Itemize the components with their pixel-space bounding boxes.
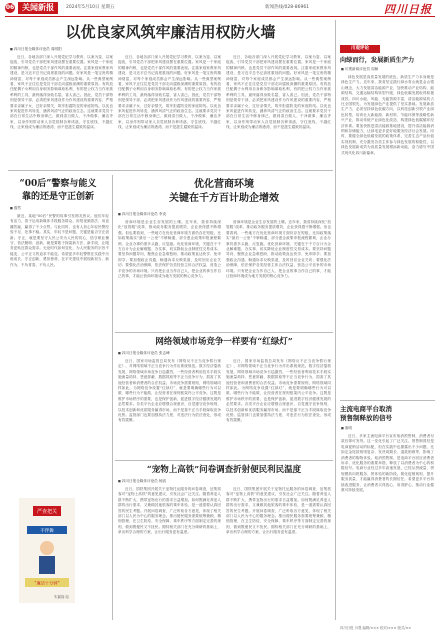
- cartoon-credit: 朱翼翔 绘: [53, 595, 69, 599]
- cartoon-caption-2: “廉洁十分钟”: [34, 580, 60, 586]
- cartoon-label: 不伴舞: [40, 529, 54, 534]
- lead-body-col3: 近日，各地各部门深入开展党纪学习教育，以案为鉴、以案促改，引导党员干部把家风建设摆在重要位置。家风是一个家庭的精神内核，也是党员干部作风的重要表现。注重家庭家教家风建设，是习近平总书记高度重视的问题。好家风是一笔宝贵的精神财富，对每个家庭成员都会产生深远影响。从一些典型案例看，家风不正往往是党员干部走向腐败深渊的重要原因。有的放任配偶子女利用自身职务影响谋取私利，有的把公权力当作家族牟利的工具，最终落得身败名裂、害人害己。因此，党员干部特别是领导干部，必须把家风建设作为作风建设的重要内容，严格要求亲属子女，过好亲情关，筑牢拒腐防变的家庭防线。以优良家风促进作风转变，涵养风清气正的政治生态。这就要求党员干部在日常生活中修身律己，做到清白做人、干净做事，廉洁齐家，以身作则带动家人自觉抵制各种诱惑，守住底线、不越红线，让家庭成为廉洁的港湾，而不是滋生腐败的温床。: [226, 55, 331, 130]
- article-00hou-headline-2: 靠的还是守正创新: [21, 192, 94, 202]
- article-business-body-col1: 营商环境是企业生存发展的土壤。近年来，我省持续深化“放管服”改革，推动政务服务提质增效，企业获得感不断增强。但也要看到，一些地方在优化营商环境方面仍存在短板，比如政策落实“最后一公里”不够畅通，部分惠企政策申报流程繁琐，企业办事仍需多头跑、反复跑。优化营商环境，关键在于千方百计为企业解难题、办实事，切实降低企业制度性交易成本。要坚持问题导向，聚焦企业急难愁盼，推动政策直达快享、免申即享；要加强政企沟通，畅通诉求反映渠道，及时回应企业关切；要强化法治保障，依法保护各类经营主体合法权益，营造公平竞争的市场环境。只有把企业当作自己人，把企业的事当作自己的事，才能让营商环境成为地方发展的核心竞争力。: [118, 220, 221, 279]
- hotline: 新闻热线/028-86961: [265, 5, 310, 10]
- lead-body-col1: 近日，各地各部门深入开展党纪学习教育，以案为鉴、以案促改，引导党员干部把家风建设摆在重要位置。家风是一个家庭的精神内核，也是党员干部作风的重要表现。注重家庭家教家风建设，是习近平总书记高度重视的问题。好家风是一笔宝贵的精神财富，对每个家庭成员都会产生深远影响。从一些典型案例看，家风不正往往是党员干部走向腐败深渊的重要原因。有的放任配偶子女利用自身职务影响谋取私利，有的把公权力当作家族牟利的工具，最终落得身败名裂、害人害己。因此，党员干部特别是领导干部，必须把家风建设作为作风建设的重要内容，严格要求亲属子女，过好亲情关，筑牢拒腐防变的家庭防线。以优良家风促进作风转变，涵养风清气正的政治生态。这就要求党员干部在日常生活中修身律己，做到清白做人、干净做事，廉洁齐家，以身作则带动家人自觉抵制各种诱惑，守住底线、不越红线，让家庭成为廉洁的港湾，而不是滋生腐败的温床。: [10, 55, 113, 130]
- section-divider: [340, 400, 435, 401]
- cartoon-caption-1: 严查把关: [36, 509, 58, 515]
- article-00hou-headline-1: “00后”警察与能义: [19, 179, 97, 189]
- article-business-headline-1: 优化营商环境: [194, 179, 254, 190]
- article-green-byline: ■ 川观新闻评论员 周畅: [341, 67, 378, 72]
- masthead: [0, 0, 440, 16]
- section-label: 关闻新报: [18, 2, 58, 14]
- article-00hou-byline: ■ 蔚然: [10, 206, 21, 211]
- section-divider: [8, 170, 333, 171]
- cartoon-illustration: [19, 498, 75, 603]
- date-line: 2024年5月10日 星期五: [66, 5, 115, 10]
- column-divider: [335, 20, 336, 620]
- article-ecommerce-body: 近日，多家主流电商平台宣布取消预售制，消费者付款后即可发货。这一变化引起了广泛关注。预售制曾经是电商促销活动的标配，但在实践中也暴露出不少问题，比如定金尾款规则复杂、发货周期长、退款困难等，影响了消费者的购物体验。取消预售制，是电商平台回应消费者诉求、优化服务的重要举措，释放了以消费者为中心的积极信号。电商行业经过多年高速发展，已经从拼流量、拼规模转向拼服务、拼体验的新阶段。简化促销规则、提升服务质量，才能赢得消费者的长期信任。希望更多平台持续改进服务，让消费者买得放心、用得舒心，推动行业健康可持续发展。: [341, 434, 434, 493]
- article-business-byline: ■ 四川日报全媒体评论员 李炎: [118, 212, 166, 217]
- masthead-rule: [5, 16, 435, 17]
- cartoon-figure-head: [40, 541, 54, 555]
- article-network-byline: ■ 四川日报全媒体评论员 张志峰: [118, 351, 170, 356]
- article-ecommerce-headline-2: 预售制释放的信号: [340, 414, 392, 422]
- column-divider: [112, 175, 113, 620]
- article-pet-body-col2: 近日，国铁集团开展关于宠物托运服务的问卷调查，征集旅客对“宠物上高铁”的意见建议，引发社会广泛关注。随着养宠人群不断扩大，携带宠物出行的需求日益增加。如何既满足养宠人群的出行需求，又兼顾其他旅客的乘车体验，是一道需要认真回答的民生考题。开展问卷调查，广泛听取各方意见，体现了相关部门以人民为中心的服务理念。推出便民服务需要统筹兼顾、精细管理，在卫生防疫、安全保障、乘车秩序等方面制定完善的规则，做到既便民又不扰民。期待相关部门在充分调研的基础上，拿出科学合理的方案，让出行服务更有温度。: [226, 487, 331, 535]
- article-pet-body-col1: 近日，国铁集团开展关于宠物托运服务的问卷调查，征集旅客对“宠物上高铁”的意见建议，引发社会广泛关注。随着养宠人群不断扩大，携带宠物出行的需求日益增加。如何既满足养宠人群的出行需求，又兼顾其他旅客的乘车体验，是一道需要认真回答的民生考题。开展问卷调查，广泛听取各方意见，体现了相关部门以人民为中心的服务理念。推出便民服务需要统筹兼顾、精细管理，在卫生防疫、安全保障、乘车秩序等方面制定完善的规则，做到既便民又不扰民。期待相关部门在充分调研的基础上，拿出科学合理的方案，让出行服务更有温度。: [118, 487, 221, 535]
- section-divider: [115, 460, 333, 461]
- page-number: 06: [5, 4, 15, 11]
- lead-body-col2: 近日，各地各部门深入开展党纪学习教育，以案为鉴、以案促改，引导党员干部把家风建设摆在重要位置。家风是一个家庭的精神内核，也是党员干部作风的重要表现。注重家庭家教家风建设，是习近平总书记高度重视的问题。好家风是一笔宝贵的精神财富，对每个家庭成员都会产生深远影响。从一些典型案例看，家风不正往往是党员干部走向腐败深渊的重要原因。有的放任配偶子女利用自身职务影响谋取私利，有的把公权力当作家族牟利的工具，最终落得身败名裂、害人害己。因此，党员干部特别是领导干部，必须把家风建设作为作风建设的重要内容，严格要求亲属子女，过好亲情关，筑牢拒腐防变的家庭防线。以优良家风促进作风转变，涵养风清气正的政治生态。这就要求党员干部在日常生活中修身律己，做到清白做人、干净做事，廉洁齐家，以身作则带动家人自觉抵制各种诱惑，守住底线、不越红线，让家庭成为廉洁的港湾，而不是滋生腐败的温床。: [118, 55, 221, 130]
- article-business-body-col2: 营商环境是企业生存发展的土壤。近年来，我省持续深化“放管服”改革，推动政务服务提质增效，企业获得感不断增强。但也要看到，一些地方在优化营商环境方面仍存在短板，比如政策落实“最后一公里”不够畅通，部分惠企政策申报流程繁琐，企业办事仍需多头跑、反复跑。优化营商环境，关键在于千方百计为企业解难题、办实事，切实降低企业制度性交易成本。要坚持问题导向，聚焦企业急难愁盼，推动政策直达快享、免申即享；要加强政企沟通，畅通诉求反映渠道，及时回应企业关切；要强化法治保障，依法保护各类经营主体合法权益，营造公平竞争的市场环境。只有把企业当作自己人，把企业的事当作自己的事，才能让营商环境成为地方发展的核心竞争力。: [226, 220, 331, 279]
- page-footer: 四川日报 川观 编辑/××× 校对/××× 版式/××: [340, 626, 412, 630]
- article-00hou-body: 最近，某地“00后”民警的故事引发网友热议。他们年轻有活力，善于运用新媒体手段服务群众，用短视频普法、用直播答疑，赢得了不少点赞。与此同时，也有人担心年轻民警经验不足、处事不稳。其实，年轻不是问题，关键是能否守正创新。守正，就是要坚守人民公安为人民的初心，恪守职业操守，依法履职；创新，就是要敢于探索新方法、新手段，让服务更贴近群众需求。无论时代如何变化，为人民服务的宗旨不能变，公平正义的追求不能变。希望更多年轻警察在实践中历练成长，守正创新，勇担使命，在平安建设中展现新担当、新作为，不负青春、不负人民。: [10, 214, 109, 267]
- article-pet-headline: “宠物上高铁”问卷调查折射便民利民温度: [146, 465, 302, 475]
- article-business-headline-2: 关键在千方百计助企增效: [169, 193, 279, 204]
- article-ecommerce-headline-1: 主流电商平台取消: [340, 405, 392, 413]
- lead-headline: 以优良家风筑牢廉洁用权防火墙: [65, 23, 276, 41]
- newspaper-logo: 四川日报: [384, 3, 432, 16]
- article-network-headline: 网络领域市场竞争一样要有“红绿灯”: [155, 337, 293, 347]
- section-tag: 川观评论: [340, 45, 380, 53]
- cartoon-figure-body: [39, 556, 55, 574]
- section-divider: [115, 332, 333, 333]
- article-green-body: 绿色发展是高质量发展的底色，新质生产力本身就是绿色生产力。近年来，我省坚定践行绿水青山就是金山银山理念，大力发展清洁能源产业，加快推动产业结构、能源结构、交通运输结构转型升级，绿色低碳发展取得积极成效。四川水能、风能、光能资源丰富，清洁能源装机占比全国领先，为发展绿色产业提供了坚实基础。发展新质生产力，必须坚持绿色低碳方向，以科技创新引领产业绿色转型，培育壮大新能源、新材料、节能环保等战略性新兴产业，推动传统产业绿色化改造，构建绿色低碳循环经济体系。要加快推进清洁能源基地建设，提升清洁能源消纳和存储能力，让绿电更多更好地服务经济社会发展。同时，要健全绿色低碳发展的政策体系，完善生态产品价值实现机制，充分激发各类主体参与绿色发展的积极性，以绿色发展新成效为高质量发展增添新动能，奋力谱写中国式现代化四川新篇章。: [341, 75, 434, 155]
- lead-byline: ■ 四川日报全媒体评论员 周明阳: [10, 47, 62, 52]
- article-pet-byline: ■ 四川日报全媒体评论员 杨凯: [118, 479, 166, 484]
- article-network-body-col1: 近日，国家市场监管总局发布《网络反不正当竞争暂行规定》，对网络领域不正当竞争行为作出系统规范。数字经济蓬勃发展，网络领域市场竞争日趋激烈，一些经营者利用技术手段实施流量劫持、恶意屏蔽、数据抓取等不正当竞争行为，损害了其他经营者和消费者的合法权益。市场竞争需要规则，网络领域同样如此。为网络竞争设置“红绿灯”，就是要明确哪些行为可以做、哪些行为不能做，让经营者在规则框架内公平竞争。这既是维护市场秩序的需要，也是保护创新、促进数字经济健康发展的必然要求。各类平台企业应增强合规意识，自觉遵守竞争规则，以技术创新和优质服务赢得市场，而不是靠不正当手段谋取竞争优势。监管部门也要加强执法力度，对违法行为依法查处，形成有效震慑。: [118, 359, 221, 423]
- article-ecommerce-byline: ■ 唐明: [341, 426, 352, 431]
- article-green-headline: 向绿而行，发展新质生产力: [340, 57, 415, 64]
- article-network-body-col2: 近日，国家市场监管总局发布《网络反不正当竞争暂行规定》，对网络领域不正当竞争行为作出系统规范。数字经济蓬勃发展，网络领域市场竞争日趋激烈，一些经营者利用技术手段实施流量劫持、恶意屏蔽、数据抓取等不正当竞争行为，损害了其他经营者和消费者的合法权益。市场竞争需要规则，网络领域同样如此。为网络竞争设置“红绿灯”，就是要明确哪些行为可以做、哪些行为不能做，让经营者在规则框架内公平竞争。这既是维护市场秩序的需要，也是保护创新、促进数字经济健康发展的必然要求。各类平台企业应增强合规意识，自觉遵守竞争规则，以技术创新和优质服务赢得市场，而不是靠不正当手段谋取竞争优势。监管部门也要加强执法力度，对违法行为依法查处，形成有效震慑。: [226, 359, 331, 423]
